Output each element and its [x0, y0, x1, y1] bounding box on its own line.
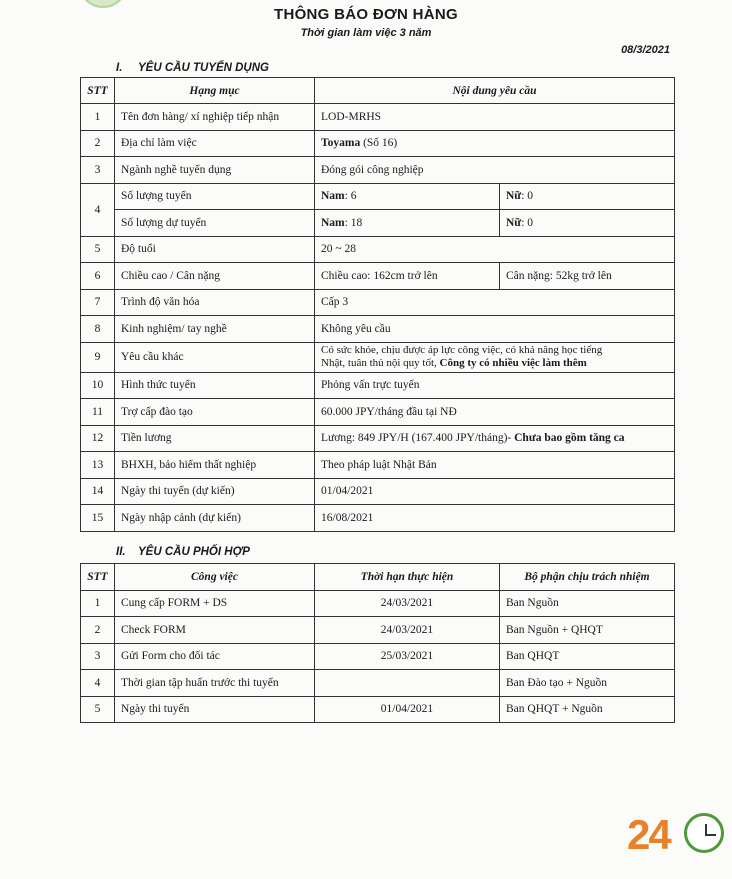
- table-row: [81, 316, 675, 343]
- row-value: [315, 342, 675, 372]
- female-value: : 0: [521, 190, 534, 203]
- deadline-cell: 24/03/2021: [315, 617, 500, 644]
- table-row: [81, 478, 675, 505]
- header-department: Bộ phận chịu trách nhiệm: [500, 564, 675, 591]
- row-label: Số lượng tuyển: [115, 183, 315, 210]
- weight-value: Cân nặng: 52kg trở lên: [500, 263, 675, 290]
- table-row: [81, 617, 675, 644]
- row-value: 60.000 JPY/tháng đầu tại NĐ: [315, 399, 675, 426]
- row-number: 10: [81, 372, 115, 399]
- row-label: Trợ cấp đào tạo: [115, 399, 315, 426]
- department-cell: Ban QHQT: [500, 643, 675, 670]
- row-value: LOD-MRHS: [315, 104, 675, 131]
- table-row: [81, 236, 675, 263]
- task-cell: Check FORM: [115, 617, 315, 644]
- row-label: BHXH, bảo hiểm thất nghiệp: [115, 452, 315, 479]
- overtime-note: Công ty có nhiều việc làm thêm: [439, 357, 587, 369]
- deadline-cell: 01/04/2021: [315, 696, 500, 723]
- row-label: Ngày thi tuyển (dự kiến): [115, 478, 315, 505]
- brand-logo-text: 24: [627, 811, 670, 858]
- workplace-number: (Số 16): [360, 137, 398, 150]
- deadline-cell: 25/03/2021: [315, 643, 500, 670]
- row-label: Hình thức tuyển: [115, 372, 315, 399]
- height-value: Chiều cao: 162cm trở lên: [315, 263, 500, 290]
- header-stt: STT: [81, 564, 115, 591]
- task-cell: Gửi Form cho đối tác: [115, 643, 315, 670]
- table-row: [81, 643, 675, 670]
- row-value: Theo pháp luật Nhật Bản: [315, 452, 675, 479]
- clock-icon: [684, 813, 724, 853]
- row-number: 13: [81, 452, 115, 479]
- row-number: 7: [81, 289, 115, 316]
- male-label: Nam: [321, 216, 345, 229]
- male-count: [315, 183, 500, 210]
- row-number: 15: [81, 505, 115, 532]
- male-value: : 18: [344, 216, 363, 229]
- table-row: [81, 289, 675, 316]
- section-title: YÊU CẦU TUYỂN DỤNG: [138, 62, 269, 74]
- row-number: 5: [81, 236, 115, 263]
- male-label: Nam: [321, 190, 345, 203]
- coordination-requirements-table: [80, 563, 675, 723]
- row-value: Phỏng vấn trực tuyến: [315, 372, 675, 399]
- salary-note: Chưa bao gồm tăng ca: [514, 432, 625, 445]
- table-row: [81, 670, 675, 697]
- table-row: [81, 590, 675, 617]
- row-value: 20 ~ 28: [315, 236, 675, 263]
- table-row: [81, 452, 675, 479]
- row-value: Không yêu cầu: [315, 316, 675, 343]
- deadline-cell: 24/03/2021: [315, 590, 500, 617]
- row-number: 12: [81, 425, 115, 452]
- row-label: Yêu cầu khác: [115, 342, 315, 372]
- task-cell: Cung cấp FORM + DS: [115, 590, 315, 617]
- row-label: Tiền lương: [115, 425, 315, 452]
- row-label: Số lượng dự tuyển: [115, 210, 315, 237]
- document-title: THÔNG BÁO ĐƠN HÀNG: [273, 6, 459, 23]
- workplace-name: Toyama: [321, 137, 361, 150]
- table-row: [81, 210, 675, 237]
- header-content: Nội dung yêu cầu: [315, 78, 675, 104]
- deadline-cell: [315, 670, 500, 697]
- table-row: [81, 696, 675, 723]
- row-number: 2: [81, 617, 115, 644]
- male-value: : 6: [344, 190, 357, 203]
- row-number: 9: [81, 342, 115, 372]
- row-number: 1: [81, 590, 115, 617]
- header-deadline: Thời hạn thực hiện: [315, 564, 500, 591]
- row-number: 14: [81, 478, 115, 505]
- row-label: Kinh nghiệm/ tay nghề: [115, 316, 315, 343]
- row-value: Đóng gói công nghiệp: [315, 157, 675, 184]
- table-row: [81, 399, 675, 426]
- row-value: [315, 425, 675, 452]
- table-row: [81, 263, 675, 290]
- table-row: [81, 157, 675, 184]
- department-cell: Ban Nguồn: [500, 590, 675, 617]
- task-cell: Thời gian tập huấn trước thi tuyển: [115, 670, 315, 697]
- row-label: Ngày nhập cảnh (dự kiến): [115, 505, 315, 532]
- female-label: Nữ: [506, 216, 522, 229]
- row-label: Chiều cao / Cân nặng: [115, 263, 315, 290]
- task-cell: Ngày thi tuyển: [115, 696, 315, 723]
- department-cell: Ban Đào tạo + Nguồn: [500, 670, 675, 697]
- other-requirements-line1: Có sức khỏe, chịu được áp lực công việc, có khả năng học tiếng: [321, 344, 603, 356]
- row-label: Độ tuổi: [115, 236, 315, 263]
- header-stt: STT: [81, 78, 115, 104]
- department-cell: Ban Nguồn + QHQT: [500, 617, 675, 644]
- table-row: [81, 372, 675, 399]
- row-number: 11: [81, 399, 115, 426]
- male-count: [315, 210, 500, 237]
- department-cell: Ban QHQT + Nguồn: [500, 696, 675, 723]
- row-value: Cấp 3: [315, 289, 675, 316]
- header-task: Công việc: [115, 564, 315, 591]
- table-row: [81, 342, 675, 372]
- row-number: 4: [81, 670, 115, 697]
- other-requirements-line2: Nhật, tuân thủ nội quy tốt,: [321, 357, 440, 369]
- section-1-heading: [116, 62, 269, 74]
- table-header-row: [81, 78, 675, 104]
- section-2-heading: [116, 546, 250, 558]
- female-value: : 0: [521, 216, 534, 229]
- row-label: Ngành nghề tuyển dụng: [115, 157, 315, 184]
- section-number: I.: [116, 62, 123, 74]
- table-header-row: [81, 564, 675, 591]
- row-number: 8: [81, 316, 115, 343]
- row-number: 4: [81, 183, 115, 236]
- row-label: Tên đơn hàng/ xí nghiệp tiếp nhận: [115, 104, 315, 131]
- row-label: Trình độ văn hóa: [115, 289, 315, 316]
- row-number: 1: [81, 104, 115, 131]
- table-row: [81, 505, 675, 532]
- table-row: [81, 183, 675, 210]
- row-value: [315, 130, 675, 157]
- row-value: 01/04/2021: [315, 478, 675, 505]
- female-label: Nữ: [506, 190, 522, 203]
- table-row: [81, 425, 675, 452]
- row-number: 3: [81, 643, 115, 670]
- table-row: [81, 130, 675, 157]
- row-value: 16/08/2021: [315, 505, 675, 532]
- row-number: 5: [81, 696, 115, 723]
- section-number: II.: [116, 546, 126, 558]
- section-title: YÊU CẦU PHỐI HỢP: [138, 546, 250, 558]
- row-number: 2: [81, 130, 115, 157]
- document-subtitle: Thời gian làm việc 3 năm: [300, 27, 432, 39]
- document-date: 08/3/2021: [621, 44, 670, 56]
- female-count: [500, 183, 675, 210]
- header-item: Hạng mục: [115, 78, 315, 104]
- recruitment-requirements-table: [80, 77, 675, 532]
- salary-value: Lương: 849 JPY/H (167.400 JPY/tháng)-: [321, 432, 515, 445]
- row-number: 3: [81, 157, 115, 184]
- row-label: Địa chỉ làm việc: [115, 130, 315, 157]
- table-row: [81, 104, 675, 131]
- female-count: [500, 210, 675, 237]
- row-number: 6: [81, 263, 115, 290]
